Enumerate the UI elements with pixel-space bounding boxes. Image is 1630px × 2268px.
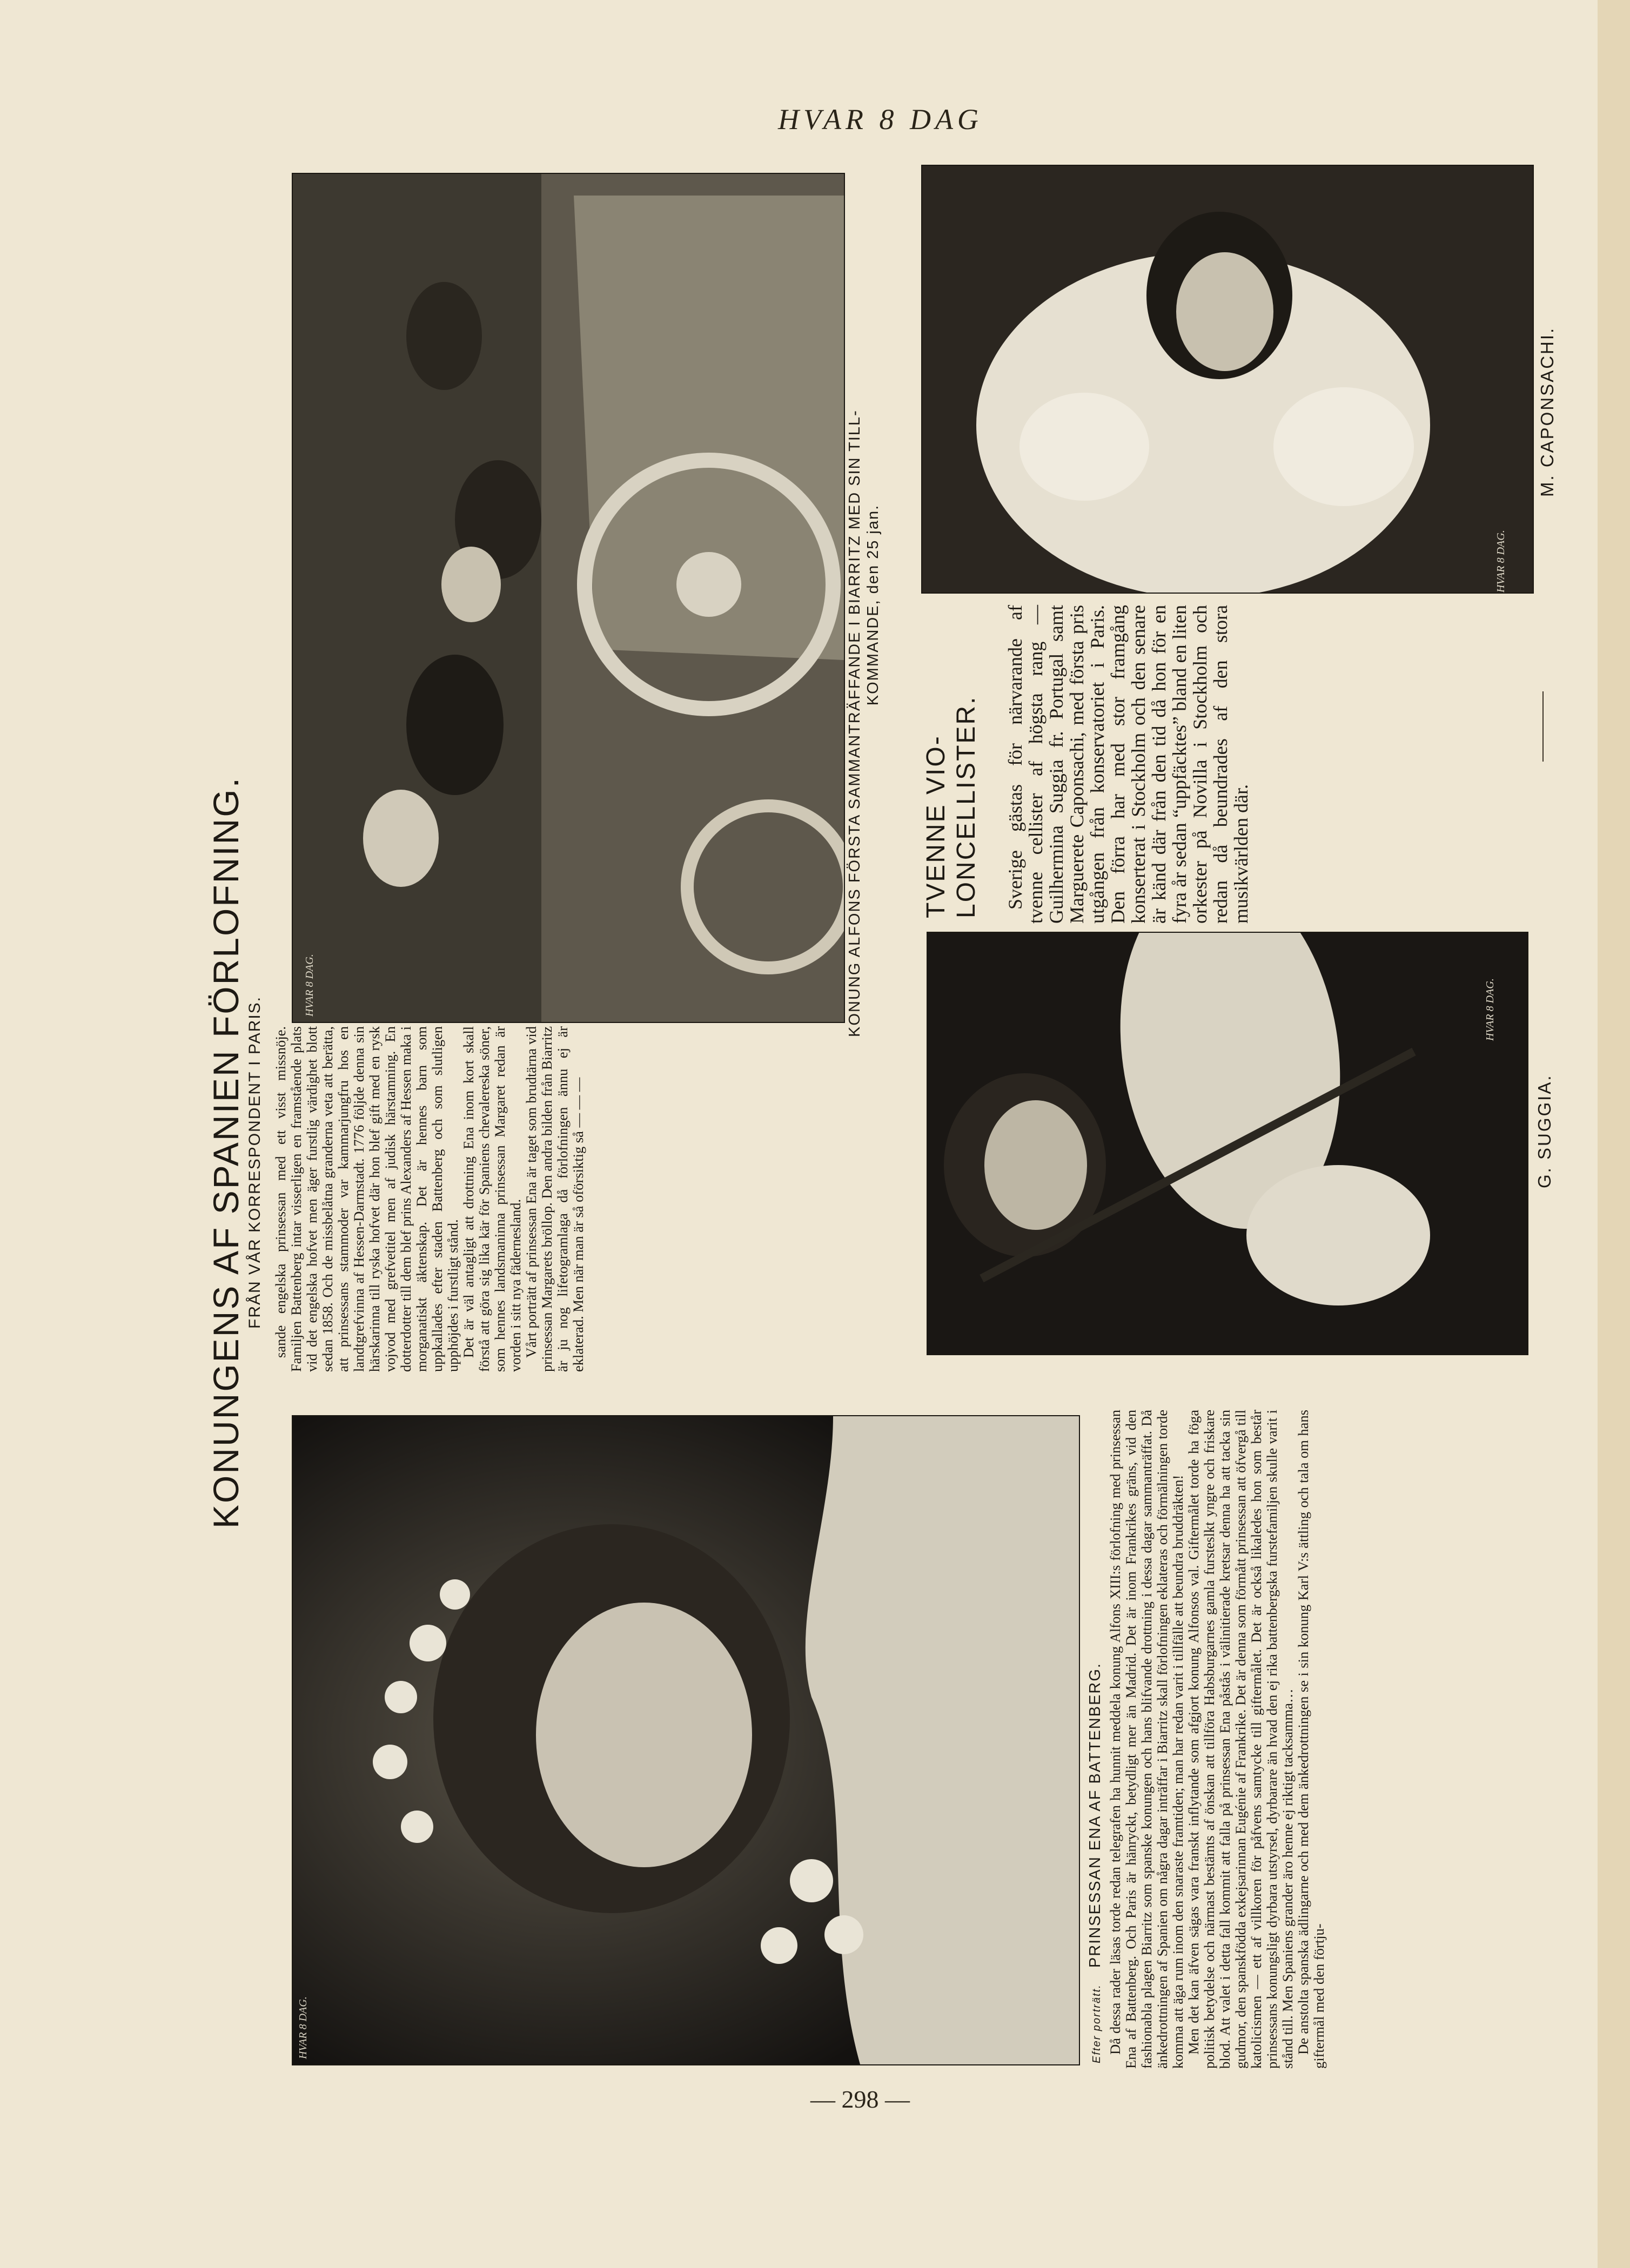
paragraph: sande engelska prinsessan med ett visst missnöje. Familjen Battenberg intar visserligen en framstående plats vid det engelska hofvet men äger furstlig värdighet blott sedan 1858. Och de missbelåtna granderna veta att berätta, att prinsessans stammoder var kammarjungfru hos en landtgrefvinna af Hessen-Darmstadt. 1776 följde denna sin härskarinna till ryska hofvet där hon blef gift med en rysk vojvod med grefvetitel men af judisk härstamning. En dotterdotter till dem blef prins Alexanders af Hessen maka i morganatiskt äktenskap. Det är hennes barn som uppkallades efter staden Battenberg och som slutligen upphöjdes i furstligt stånd. xyxy=(272,1026,461,1372)
divider xyxy=(1542,691,1544,762)
cellists-column xyxy=(1005,605,1497,924)
subheadline: FRÅN VÅR KORRESPONDENT I PARIS. xyxy=(246,996,264,1329)
paragraph: Men det kan äfven sägas vara franskt inflytande som afgjort konung Alfonsos val. Giftermålet torde ha föga politisk betydelse och närmast bestämts af önskan att tillföra Habsburgarnes gamla fursteslkt yngre och friskare blod. Att valet i detta fall kommit att falla på prinsessan Ena påstås i välinitierade kretsar denna ha att tacka sin gudmor, den spanskfödda exkejsarinnan Eugénie af Frankrike. Det är denna som förmått prinsessan att öfvergå till katolicismen — ett af villkoren för påfvens samtycke till giftermålet. Det är också likaledes hon som består prinsessans konungsligt dyrbara utstyrsel, dyrbarare än hvad den ej rika battenbergska furstefamiljen skulle varit i stånd till. Men Spaniens grander äro henne ej riktigt tacksamma… xyxy=(1185,1410,1296,2069)
photo-caponsachi xyxy=(921,165,1534,594)
masthead: HVAR 8 DAG xyxy=(778,103,983,136)
page-number: — 298 — xyxy=(810,2085,910,2113)
portrait-image xyxy=(293,1416,1079,2064)
paragraph: Vårt porträtt af prinsessan Ena är taget som brudtärna vid prinsessan Margarets bröllop. Den andra bilden från Biarritz är ju nog lifetogramlaga då förlofningen ännu ej är eklaterad. Men när man är så oförsiktig så — — — xyxy=(523,1026,586,1372)
car-image xyxy=(293,174,844,1022)
photo-watermark: HVAR 8 DAG. xyxy=(297,1996,309,2059)
cellist-image xyxy=(922,166,1533,593)
caption-text: PRINSESSAN ENA AF BATTENBERG. xyxy=(1086,1663,1104,1968)
paragraph: De anstolta spanska ädlingarne och med dem änkedrottningen se i sin konung Karl V:s ättling och tala om hans giftermål med den förtju- xyxy=(1295,1410,1327,2069)
photo-watermark: HVAR 8 DAG. xyxy=(1484,978,1496,1041)
headline: KONUNGENS AF SPANIEN FÖRLOFNING. xyxy=(206,776,246,1529)
photo-caption-suggia: G. SUGGIA. xyxy=(1534,1074,1554,1188)
paragraph: Då dessa rader läsas torde redan telegrafen ha hunnit meddela konung Alfons XIII:s förlofning med prinsessan Ena af Battenberg. Och Paris är hänryckt, betydligt mer än Madrid. Det är inom Frankrikes gräns, vid den fashionabla plagen Biarritz som spanske konungen och hans blifvande drottning i dessa dagar sammanträffat. Då änkedrottningen af Spanien om några dagar inträffar i Biarritz skall förlofningen eklateras och förmälningen torde komma att äga rum inom den snaraste framtiden; man har redan varit i tillfälle att beundra bruddräkten! xyxy=(1107,1410,1186,2069)
photo-watermark: HVAR 8 DAG. xyxy=(1495,530,1507,593)
cellist-image xyxy=(928,933,1527,1354)
article-continued-column xyxy=(273,1026,856,1372)
photo-princess-ena xyxy=(292,1415,1080,2065)
caption-line: KOMMANDE, den 25 jan. xyxy=(864,504,882,706)
photo-caption-car xyxy=(846,173,889,1037)
photo-caption-caponsachi: M. CAPONSACHI. xyxy=(1537,326,1557,497)
article-main-column xyxy=(1108,1410,1502,2069)
photo-suggia xyxy=(927,932,1528,1355)
cellists-heading: TVENNE VIO- LONCELLISTER. xyxy=(922,695,981,918)
photo-watermark: HVAR 8 DAG. xyxy=(304,954,316,1017)
paragraph: Det är väl antagligt att drottning Ena inom kort skall förstå att göra sig lika kär för Spaniens chevalereska söner, som hennes landsmaninna prinsessan Margaret redan är vorden i sitt nya fädernesland. xyxy=(460,1026,524,1372)
photo-biarritz-car xyxy=(292,173,845,1023)
photo-credit: Efter porträtt. xyxy=(1091,1984,1103,2063)
photo-caption-ena xyxy=(1086,1415,1108,2063)
caption-line: KONUNG ALFONS FÖRSTA SAMMANTRÄFFANDE I BIARRITZ MED SIN TILL- xyxy=(846,409,863,1037)
paragraph: Sverige gästas för närvarande af tvenne cellister af högsta rang — Guilhermina Suggia fr. Portugal samt Marguerete Caponsachi, med första pris utgången från konservatoriet i Paris. Den förra har med stor framgång konserterat i Stockholm och den senare är känd där från den tid då hon för en fyra år sedan “uppfäcktes” bland en liten orkester på Novilla i Stockholm och redan då beundrades af den stora musikvärlden där. xyxy=(1004,605,1252,924)
